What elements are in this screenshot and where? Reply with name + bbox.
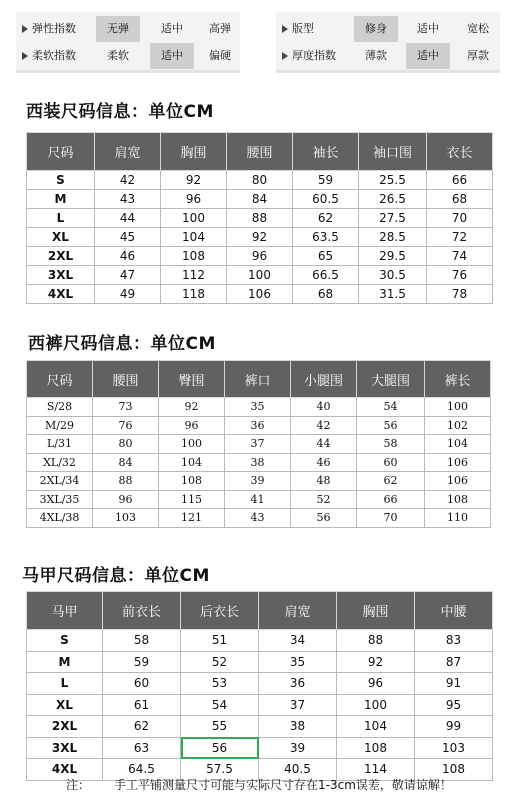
vest-value-cell: 56 (181, 737, 259, 759)
pants-value-cell: 100 (425, 398, 491, 417)
vest-value-cell: 52 (181, 651, 259, 673)
vest-size-cell: 4XL (27, 759, 103, 781)
suit-value-cell: 45 (95, 228, 161, 247)
suit-value-cell: 96 (161, 190, 227, 209)
pants-value-cell: 100 (159, 435, 225, 454)
suit-table-row (27, 228, 493, 247)
suit-value-cell: 72 (427, 228, 493, 247)
vest-value-cell: 61 (103, 694, 181, 716)
vest-header-shoulder: 肩宽 (259, 592, 337, 630)
suit-header-length: 衣长 (427, 133, 493, 171)
vest-size-cell: S (27, 630, 103, 652)
suit-size-cell: M (27, 190, 95, 209)
vest-size-table (26, 591, 493, 781)
pants-header-waist: 腰围 (93, 361, 159, 398)
suit-value-cell: 26.5 (359, 190, 427, 209)
vest-value-cell: 40.5 (259, 759, 337, 781)
pants-size-cell: M/29 (27, 416, 93, 435)
suit-table-row (27, 247, 493, 266)
pants-table-row (27, 398, 491, 417)
suit-table-body (27, 171, 493, 304)
vest-value-cell: 60 (103, 673, 181, 695)
suit-value-cell: 112 (161, 266, 227, 285)
suit-value-cell: 76 (427, 266, 493, 285)
pants-size-cell: S/28 (27, 398, 93, 417)
suit-size-cell: 4XL (27, 285, 95, 304)
vest-value-cell: 64.5 (103, 759, 181, 781)
pants-table-row (27, 435, 491, 454)
fit-option-slim: 修身 (354, 16, 398, 42)
pants-value-cell: 80 (93, 435, 159, 454)
pants-value-cell: 96 (93, 490, 159, 509)
pants-table-row (27, 416, 491, 435)
attribute-row-elasticity (16, 16, 240, 42)
pants-size-cell: 3XL/35 (27, 490, 93, 509)
suit-table-row (27, 285, 493, 304)
suit-value-cell: 84 (227, 190, 293, 209)
pants-value-cell: 73 (93, 398, 159, 417)
vest-value-cell: 53 (181, 673, 259, 695)
suit-table-row (27, 209, 493, 228)
attribute-label-softness: 柔软指数 (20, 43, 76, 69)
thickness-option-thin: 薄款 (365, 49, 387, 62)
vest-table-body (27, 630, 493, 781)
suit-header-chest: 胸围 (161, 133, 227, 171)
suit-value-cell: 43 (95, 190, 161, 209)
suit-size-cell: XL (27, 228, 95, 247)
suit-header-size: 尺码 (27, 133, 95, 171)
suit-value-cell: 106 (227, 285, 293, 304)
vest-size-cell: 3XL (27, 737, 103, 759)
pants-value-cell: 54 (357, 398, 425, 417)
suit-value-cell: 31.5 (359, 285, 427, 304)
pants-size-title: 西裤尺码信息：单位CM (28, 334, 216, 354)
pants-value-cell: 121 (159, 509, 225, 528)
pants-value-cell: 42 (291, 416, 357, 435)
vest-size-cell: XL (27, 694, 103, 716)
vest-value-cell: 83 (415, 630, 493, 652)
vest-value-cell: 35 (259, 651, 337, 673)
thickness-option-thick: 厚款 (467, 49, 489, 62)
pants-table-row (27, 509, 491, 528)
suit-header-waist: 腰围 (227, 133, 293, 171)
suit-value-cell: 47 (95, 266, 161, 285)
suit-value-cell: 46 (95, 247, 161, 266)
vest-value-cell: 103 (415, 737, 493, 759)
note-label: 注： (66, 778, 91, 792)
pants-value-cell: 70 (357, 509, 425, 528)
pants-value-cell: 56 (357, 416, 425, 435)
pants-value-cell: 48 (291, 472, 357, 491)
suit-size-cell: 3XL (27, 266, 95, 285)
vest-value-cell: 38 (259, 716, 337, 738)
suit-value-cell: 100 (161, 209, 227, 228)
vest-size-cell: L (27, 673, 103, 695)
measurement-note (66, 776, 452, 793)
suit-value-cell: 28.5 (359, 228, 427, 247)
pants-size-cell: 4XL/38 (27, 509, 93, 528)
pants-table-body (27, 398, 491, 528)
vest-value-cell: 55 (181, 716, 259, 738)
suit-value-cell: 66.5 (293, 266, 359, 285)
suit-value-cell: 78 (427, 285, 493, 304)
vest-value-cell: 96 (337, 673, 415, 695)
suit-size-cell: 2XL (27, 247, 95, 266)
vest-value-cell: 95 (415, 694, 493, 716)
suit-value-cell: 59 (293, 171, 359, 190)
pants-value-cell: 66 (357, 490, 425, 509)
pants-value-cell: 102 (425, 416, 491, 435)
pants-header-calf: 小腿围 (291, 361, 357, 398)
vest-header-front-length: 前衣长 (103, 592, 181, 630)
pants-value-cell: 37 (225, 435, 291, 454)
pants-value-cell: 36 (225, 416, 291, 435)
suit-value-cell: 70 (427, 209, 493, 228)
suit-value-cell: 80 (227, 171, 293, 190)
suit-size-title: 西装尺码信息：单位CM (26, 102, 214, 122)
pants-value-cell: 103 (93, 509, 159, 528)
suit-size-cell: L (27, 209, 95, 228)
note-text: 手工平铺测量尺寸可能与实际尺寸存在1-3cm误差，敬请谅解！ (114, 778, 452, 792)
vest-value-cell: 92 (337, 651, 415, 673)
vest-value-cell: 54 (181, 694, 259, 716)
vest-size-cell: 2XL (27, 716, 103, 738)
pants-value-cell: 43 (225, 509, 291, 528)
pants-value-cell: 92 (159, 398, 225, 417)
pants-value-cell: 40 (291, 398, 357, 417)
suit-header-shoulder: 肩宽 (95, 133, 161, 171)
suit-value-cell: 49 (95, 285, 161, 304)
suit-value-cell: 44 (95, 209, 161, 228)
suit-value-cell: 62 (293, 209, 359, 228)
pants-value-cell: 108 (159, 472, 225, 491)
suit-value-cell: 30.5 (359, 266, 427, 285)
pants-size-cell: XL/32 (27, 453, 93, 472)
suit-size-table (26, 132, 493, 304)
suit-value-cell: 104 (161, 228, 227, 247)
pants-value-cell: 62 (357, 472, 425, 491)
pants-header-thigh: 大腿围 (357, 361, 425, 398)
pants-value-cell: 35 (225, 398, 291, 417)
pants-header-hip: 臀围 (159, 361, 225, 398)
pants-value-cell: 115 (159, 490, 225, 509)
softness-option-stiff: 偏硬 (209, 49, 231, 62)
vest-table-row (27, 737, 493, 759)
suit-value-cell: 68 (293, 285, 359, 304)
suit-value-cell: 25.5 (359, 171, 427, 190)
pants-table-row (27, 453, 491, 472)
pants-value-cell: 106 (425, 472, 491, 491)
vest-table-row (27, 630, 493, 652)
attribute-label-elasticity: 弹性指数 (20, 16, 76, 42)
pants-header-size: 尺码 (27, 361, 93, 398)
vest-header-back-length: 后衣长 (181, 592, 259, 630)
vest-table-row (27, 716, 493, 738)
vest-value-cell: 63 (103, 737, 181, 759)
vest-value-cell: 114 (337, 759, 415, 781)
vest-value-cell: 36 (259, 673, 337, 695)
vest-value-cell: 108 (337, 737, 415, 759)
vest-value-cell: 91 (415, 673, 493, 695)
vest-value-cell: 100 (337, 694, 415, 716)
vest-table-row (27, 673, 493, 695)
pants-value-cell: 106 (425, 453, 491, 472)
pants-table-row (27, 472, 491, 491)
suit-value-cell: 92 (161, 171, 227, 190)
pants-size-cell: 2XL/34 (27, 472, 93, 491)
suit-value-cell: 60.5 (293, 190, 359, 209)
pants-value-cell: 46 (291, 453, 357, 472)
suit-value-cell: 63.5 (293, 228, 359, 247)
suit-value-cell: 74 (427, 247, 493, 266)
vest-header-chest: 胸围 (337, 592, 415, 630)
vest-value-cell: 34 (259, 630, 337, 652)
suit-value-cell: 88 (227, 209, 293, 228)
pants-value-cell: 96 (159, 416, 225, 435)
suit-table-row (27, 266, 493, 285)
vest-value-cell: 99 (415, 716, 493, 738)
thickness-option-medium: 适中 (406, 43, 450, 69)
vest-value-cell: 51 (181, 630, 259, 652)
vest-value-cell: 37 (259, 694, 337, 716)
elasticity-option-medium: 适中 (161, 22, 183, 35)
suit-value-cell: 27.5 (359, 209, 427, 228)
suit-header-cuff: 袖口围 (359, 133, 427, 171)
pants-value-cell: 52 (291, 490, 357, 509)
vest-size-title: 马甲尺码信息：单位CM (22, 566, 210, 586)
attribute-row-fit (276, 16, 500, 42)
vest-value-cell: 59 (103, 651, 181, 673)
vest-table-row (27, 694, 493, 716)
suit-table-row (27, 171, 493, 190)
pants-value-cell: 76 (93, 416, 159, 435)
vest-size-cell: M (27, 651, 103, 673)
pants-value-cell: 84 (93, 453, 159, 472)
pants-value-cell: 58 (357, 435, 425, 454)
vest-value-cell: 104 (337, 716, 415, 738)
pants-header-hem: 裤口 (225, 361, 291, 398)
vest-value-cell: 58 (103, 630, 181, 652)
attribute-label-fit: 版型 (280, 16, 314, 42)
vest-header-waist: 中腰 (415, 592, 493, 630)
pants-value-cell: 60 (357, 453, 425, 472)
attribute-row-softness (16, 43, 240, 69)
pants-value-cell: 44 (291, 435, 357, 454)
attribute-panel-right (276, 12, 500, 73)
vest-value-cell: 57.5 (181, 759, 259, 781)
suit-value-cell: 96 (227, 247, 293, 266)
attribute-row-thickness (276, 43, 500, 69)
pants-value-cell: 88 (93, 472, 159, 491)
vest-table-row (27, 651, 493, 673)
pants-value-cell: 110 (425, 509, 491, 528)
suit-table-row (27, 190, 493, 209)
suit-value-cell: 92 (227, 228, 293, 247)
pants-value-cell: 104 (159, 453, 225, 472)
pants-table-row (27, 490, 491, 509)
attribute-panel-left (16, 12, 240, 73)
pants-value-cell: 39 (225, 472, 291, 491)
elasticity-option-none: 无弹 (96, 16, 140, 42)
elasticity-option-high: 高弹 (209, 22, 231, 35)
pants-value-cell: 108 (425, 490, 491, 509)
vest-header-vest: 马甲 (27, 592, 103, 630)
suit-value-cell: 68 (427, 190, 493, 209)
pants-value-cell: 38 (225, 453, 291, 472)
pants-size-table (26, 360, 491, 528)
suit-header-sleeve: 袖长 (293, 133, 359, 171)
pants-header-length: 裤长 (425, 361, 491, 398)
vest-value-cell: 87 (415, 651, 493, 673)
vest-value-cell: 39 (259, 737, 337, 759)
suit-value-cell: 118 (161, 285, 227, 304)
suit-value-cell: 108 (161, 247, 227, 266)
vest-value-cell: 88 (337, 630, 415, 652)
vest-value-cell: 108 (415, 759, 493, 781)
fit-option-regular: 适中 (417, 22, 439, 35)
fit-option-loose: 宽松 (467, 22, 489, 35)
suit-value-cell: 65 (293, 247, 359, 266)
suit-value-cell: 42 (95, 171, 161, 190)
pants-value-cell: 104 (425, 435, 491, 454)
vest-value-cell: 62 (103, 716, 181, 738)
pants-value-cell: 56 (291, 509, 357, 528)
suit-value-cell: 66 (427, 171, 493, 190)
suit-size-cell: S (27, 171, 95, 190)
softness-option-medium: 适中 (150, 43, 194, 69)
suit-value-cell: 29.5 (359, 247, 427, 266)
pants-value-cell: 41 (225, 490, 291, 509)
pants-size-cell: L/31 (27, 435, 93, 454)
attribute-label-thickness: 厚度指数 (280, 43, 336, 69)
softness-option-soft: 柔软 (107, 49, 129, 62)
suit-value-cell: 100 (227, 266, 293, 285)
